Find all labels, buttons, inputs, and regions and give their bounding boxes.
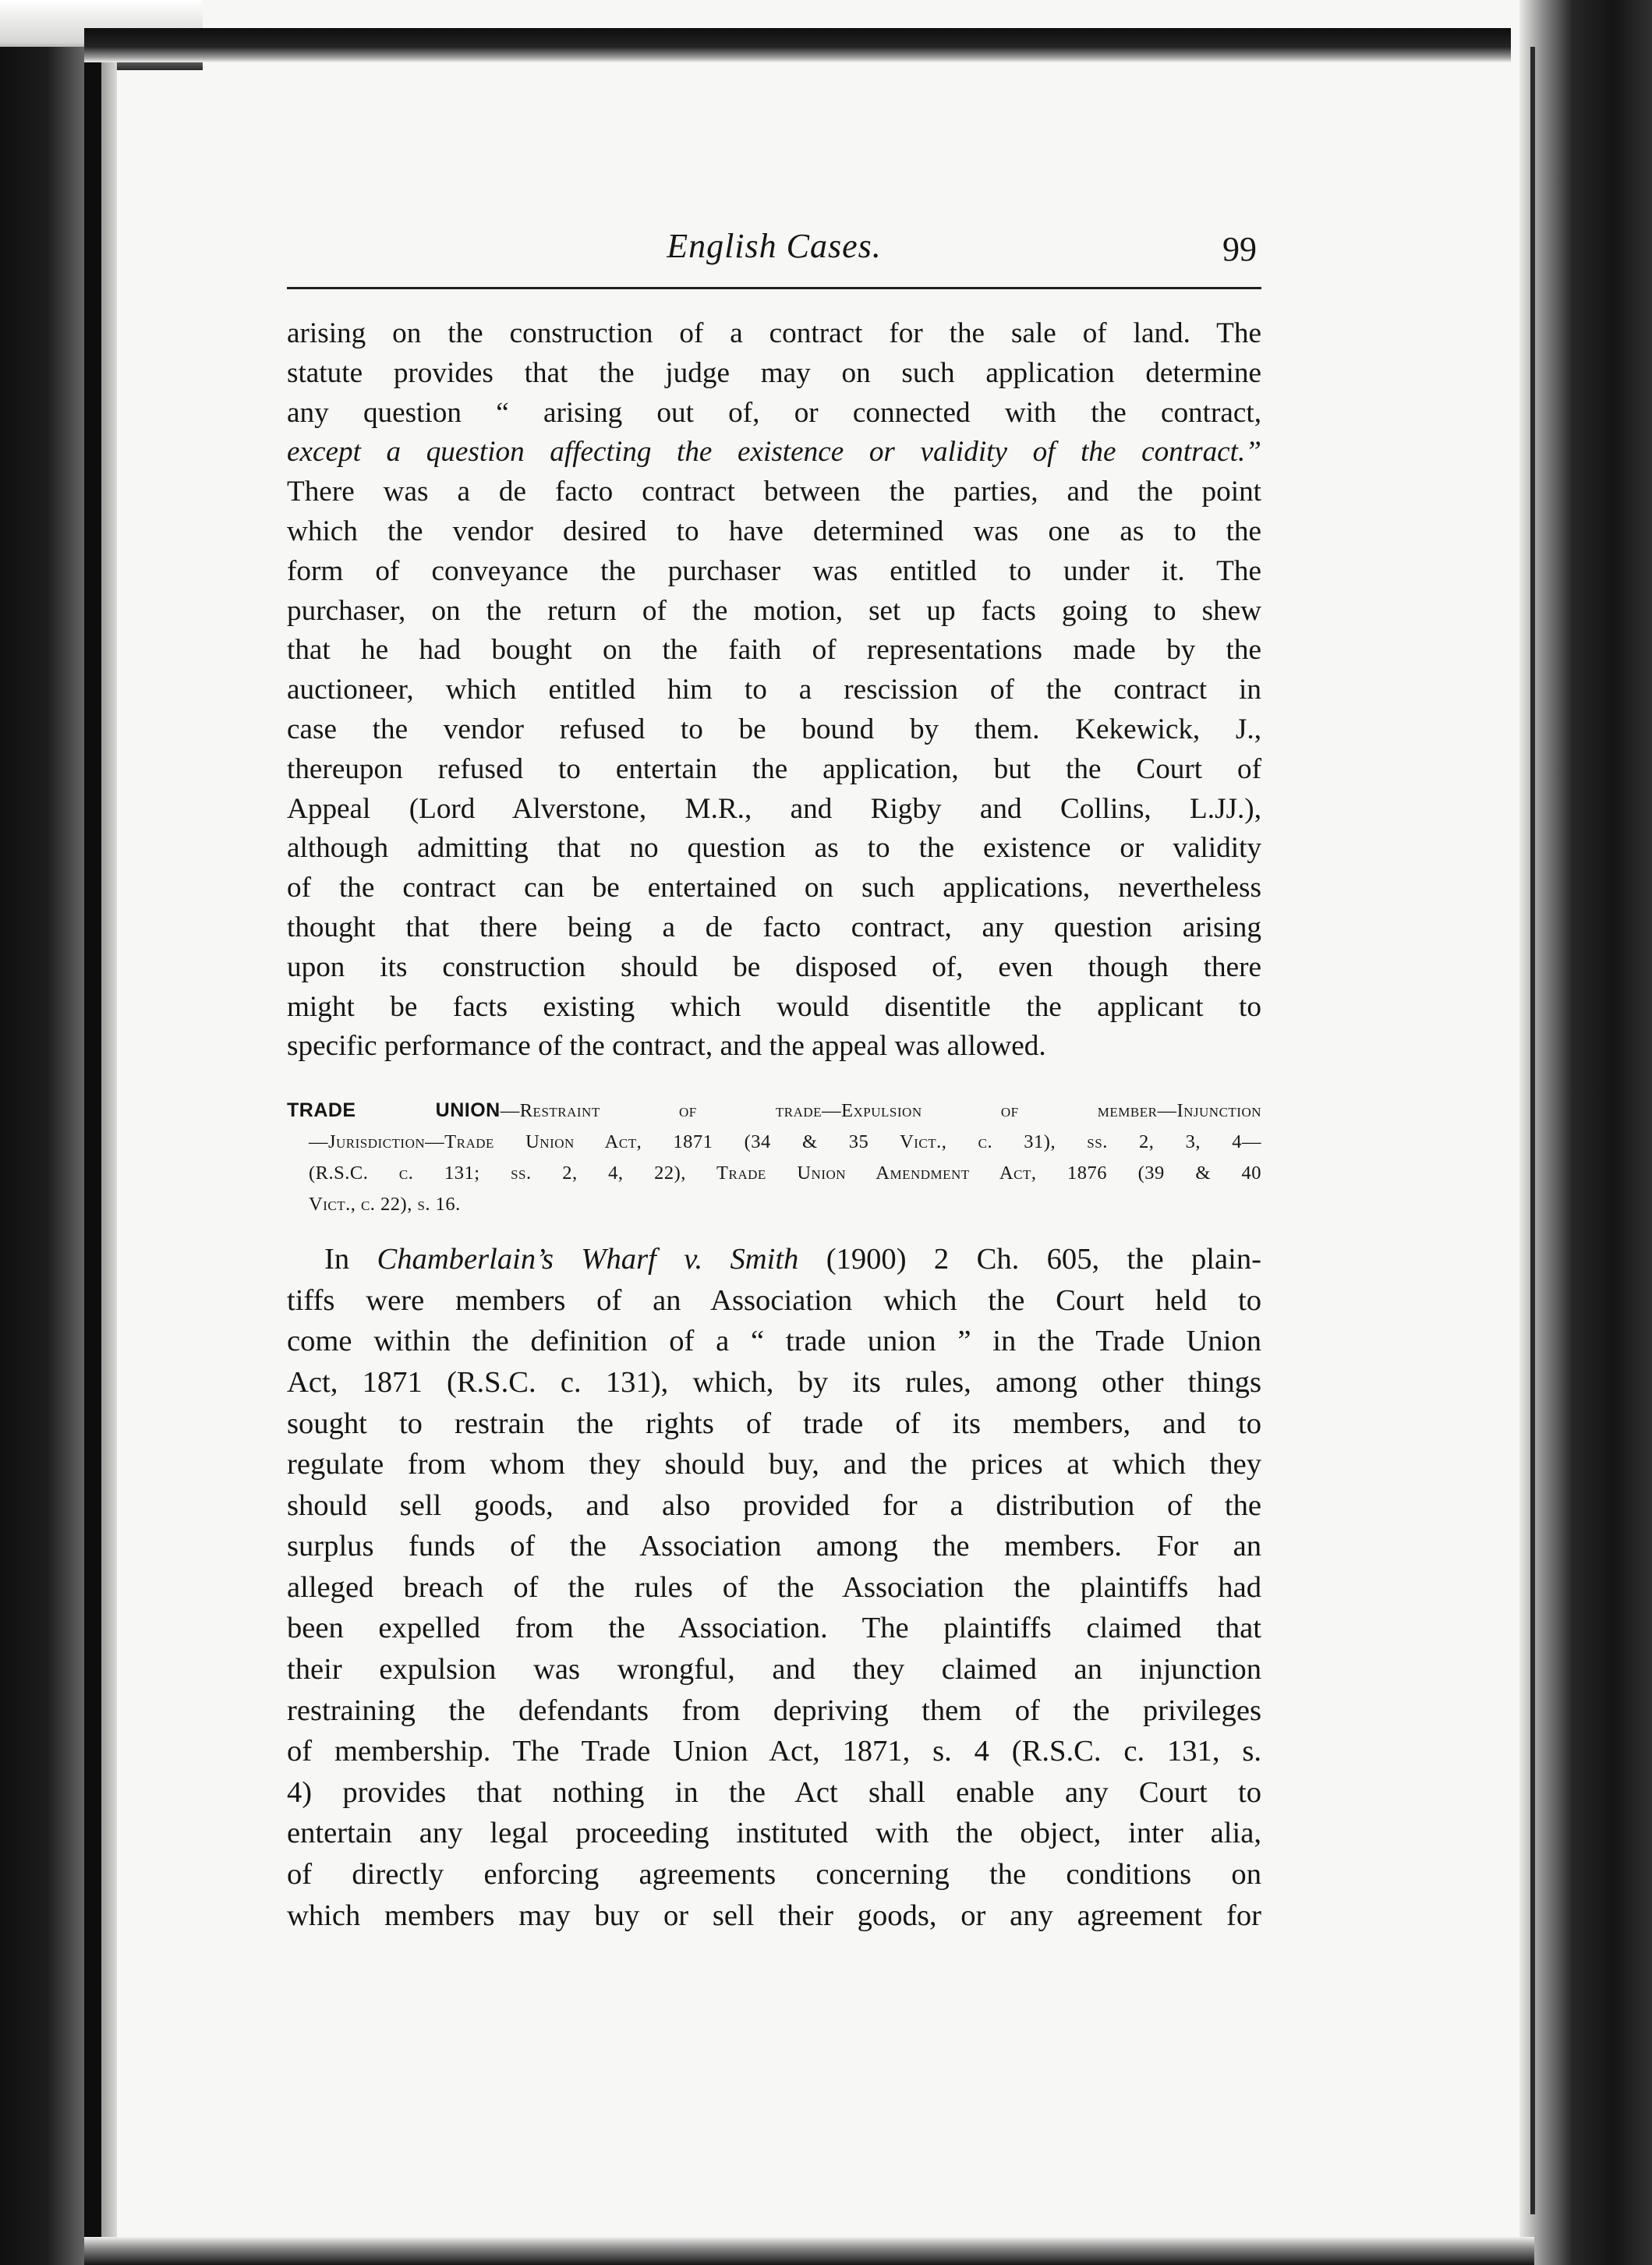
text-line: any question “ arising out of, or connected with the contract, <box>287 396 1261 429</box>
text-line: although admitting that no question as to the existence or validity <box>287 832 1261 865</box>
case-heading <box>287 1095 1261 1220</box>
text-line: arising on the construction of a contract for the sale of land. The <box>287 317 1261 349</box>
text-line: specific performance of the contract, and the appeal was allowed. <box>287 1030 1046 1063</box>
paragraph-construction-case <box>287 314 1261 1067</box>
text-line: surplus funds of the Association among the members. For an <box>287 1530 1261 1563</box>
running-head <box>287 226 1261 273</box>
text-line: upon its construction should be disposed of, even though there <box>287 950 1261 983</box>
text-line: that he had bought on the faith of representations made by the <box>287 634 1261 667</box>
page-edge-bottom <box>84 2237 1534 2265</box>
text-line: might be facts existing which would disentitle the applicant to <box>287 990 1261 1023</box>
text-line: alleged breach of the rules of the Association the plaintiffs had <box>287 1570 1261 1604</box>
binding-gutter <box>84 47 101 2265</box>
page-number: 99 <box>1222 230 1257 268</box>
text-line: regulate from whom they should buy, and the prices at which they <box>287 1448 1261 1481</box>
text-line: case the vendor refused to be bound by them. Kekewick, J., <box>287 713 1261 745</box>
paragraph-trade-union-case <box>287 1239 1261 1936</box>
text-line: entertain any legal proceeding instituted with the object, inter alia, <box>287 1817 1261 1850</box>
text-line: thought that there being a de facto contract, any question arising <box>287 911 1261 943</box>
text-line: restraining the defendants from depriving them of the privileges <box>287 1693 1261 1727</box>
text-line: auctioneer, which entitled him to a rescission of the contract in <box>287 674 1261 706</box>
header-rule <box>287 287 1261 289</box>
text-line: tiffs were members of an Association which the Court held to <box>287 1283 1261 1317</box>
text-line: which members may buy or sell their goods, or any agreement for <box>287 1899 1261 1932</box>
case-heading-line: Vict., c. 22), s. 16. <box>309 1194 461 1216</box>
text-line <box>287 1239 1261 1280</box>
text-line: sought to restrain the rights of trade of its members, and to <box>287 1407 1261 1440</box>
case-heading-lead: TRADE UNION <box>287 1099 501 1122</box>
page-edge-top <box>84 28 1511 62</box>
text-line: of the contract can be entertained on such applications, nevertheless <box>287 872 1261 904</box>
book-edge-right <box>1519 0 1652 2265</box>
case-heading-topics: —Restraint of trade—Expulsion of member—Injunction <box>500 1100 1262 1122</box>
text-segment: (1900) 2 Ch. 605, the plain- <box>798 1243 1261 1276</box>
text-line: of directly enforcing agreements concerning the conditions on <box>287 1858 1261 1892</box>
case-heading-line: (R.S.C. c. 131; ss. 2, 4, 22), Trade Union Amendment Act, 1876 (39 & 40 <box>309 1163 1261 1184</box>
text-line: statute provides that the judge may on such application determine <box>287 356 1261 389</box>
text-line: been expelled from the Association. The plaintiffs claimed that <box>287 1612 1261 1645</box>
text-line: thereupon refused to entertain the application, but the Court of <box>287 752 1261 785</box>
text-line-italic <box>287 433 1261 472</box>
text-line: come within the definition of a “ trade union ” in the Trade Union <box>287 1325 1261 1358</box>
text-line: their expulsion was wrongful, and they claimed an injunction <box>287 1653 1261 1686</box>
running-title: English Cases. <box>667 227 882 265</box>
text-line: of membership. The Trade Union Act, 1871, s. 4 (R.S.C. c. 131, s. <box>287 1735 1261 1768</box>
italic-quote: except a question affecting the existence or validity of the contract.” <box>287 436 1261 469</box>
text-line: which the vendor desired to have determined was one as to the <box>287 515 1261 547</box>
text-line: purchaser, on the return of the motion, set up facts going to shew <box>287 594 1261 627</box>
text-line: form of conveyance the purchaser was entitled to under it. The <box>287 554 1261 587</box>
text-line: Appeal (Lord Alverstone, M.R., and Rigby and Collins, L.JJ.), <box>287 792 1261 825</box>
case-heading-line <box>287 1095 1261 1127</box>
text-line: should sell goods, and also provided for a distribution of the <box>287 1488 1261 1522</box>
text-line: Act, 1871 (R.S.C. c. 131), which, by its rules, among other things <box>287 1365 1261 1399</box>
text-line: There was a de facto contract between the parties, and the point <box>287 476 1261 508</box>
text-line: 4) provides that nothing in the Act shall enable any Court to <box>287 1775 1261 1809</box>
book-page <box>287 226 1261 1936</box>
page-edge-line-right <box>1530 47 1535 2214</box>
case-name: Chamberlain’s Wharf v. Smith <box>377 1243 799 1276</box>
case-heading-line: —Jurisdiction—Trade Union Act, 1871 (34 & 35 Vict., c. 31), ss. 2, 3, 4— <box>309 1131 1261 1153</box>
text-segment: In <box>324 1243 377 1276</box>
